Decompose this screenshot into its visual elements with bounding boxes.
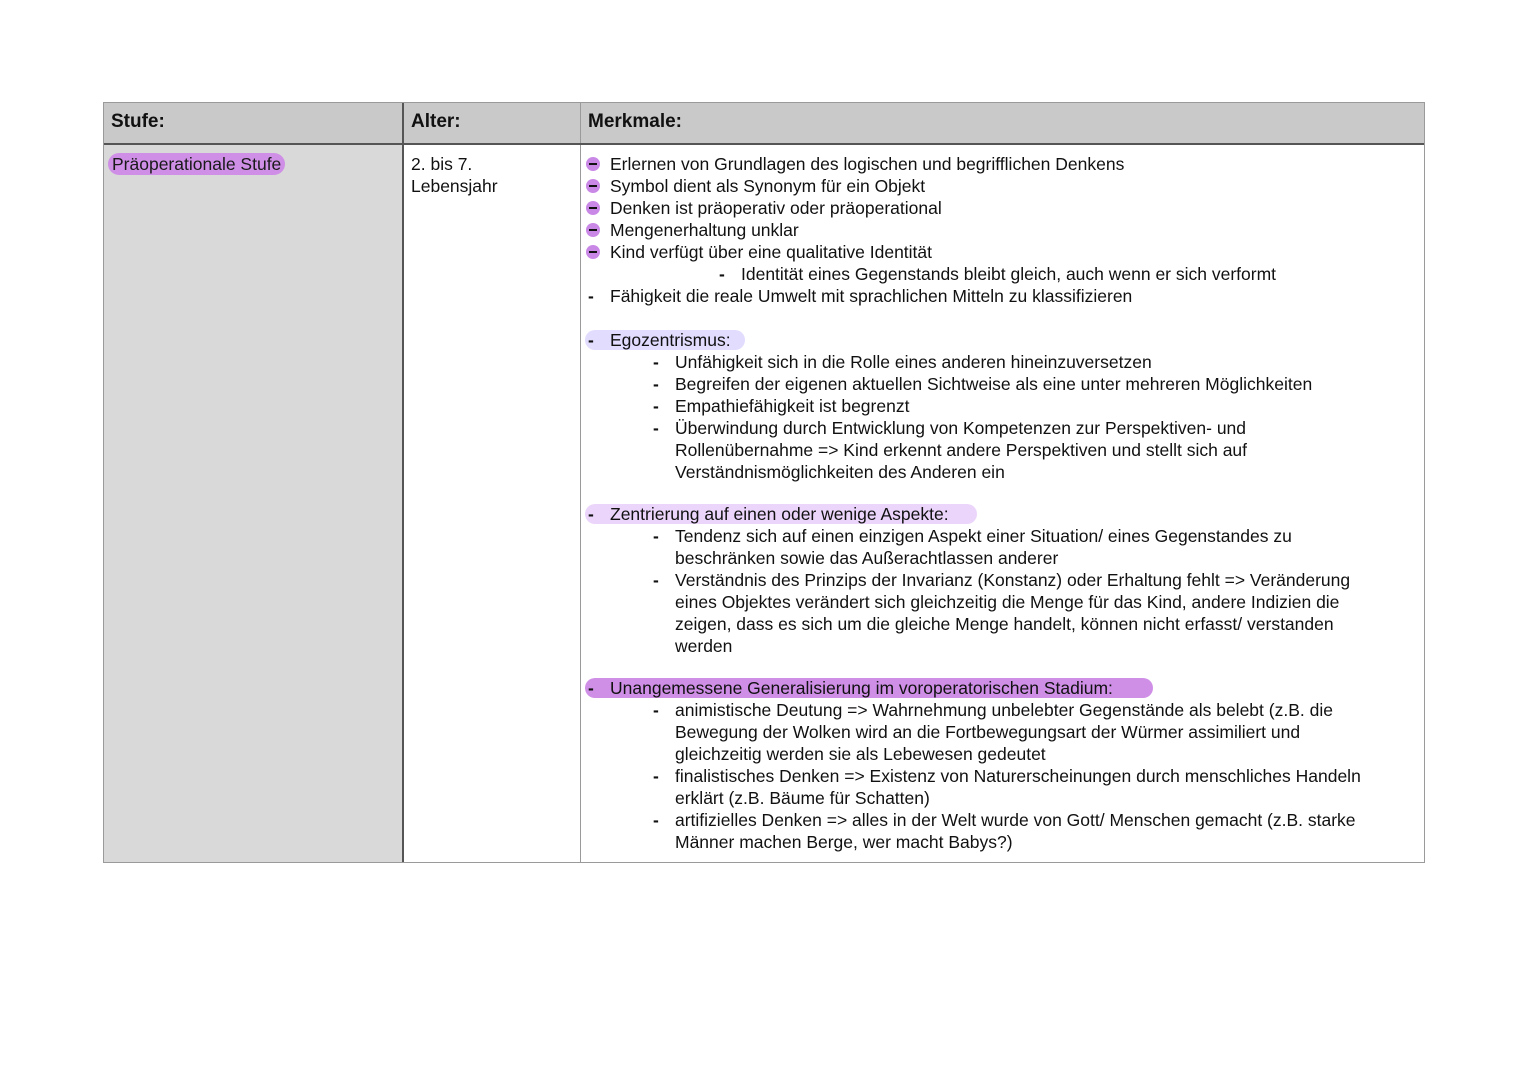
generalization-item-line: artifizielles Denken => alles in der Welt wurde von Gott/ Menschen gemacht (z.B. starke [675, 810, 1356, 830]
centration-item-line: beschränken sowie das Außerachtlassen anderer [675, 548, 1059, 568]
dash-icon: - [653, 418, 659, 438]
dash-icon: - [653, 526, 659, 546]
table-header-row [104, 103, 1424, 145]
generalization-item-line: erklärt (z.B. Bäume für Schatten) [675, 788, 930, 808]
feature-bullet: Denken ist präoperativ oder präoperational [610, 198, 942, 218]
egocentrism-item: Unfähigkeit sich in die Rolle eines anderen hineinzuversetzen [675, 352, 1152, 372]
bullet-marker-icon [586, 245, 600, 259]
bullet-marker-icon [586, 223, 600, 237]
generalization-item-line: animistische Deutung => Wahrnehmung unbelebter Gegenstände als belebt (z.B. die [675, 700, 1333, 720]
age-line-1: 2. bis 7. [411, 154, 473, 174]
dash-icon: - [653, 700, 659, 720]
dash-icon: - [588, 330, 594, 350]
generalization-item-line: Männer machen Berge, wer macht Babys?) [675, 832, 1013, 852]
stage-cell [104, 145, 402, 862]
centration-item-line: zeigen, dass es sich um die gleiche Menge handelt, können nicht erfasst/ verstanden [675, 614, 1334, 634]
dash-icon: - [653, 570, 659, 590]
dash-icon: - [588, 504, 594, 524]
stages-table [103, 102, 1425, 863]
dash-icon: - [719, 264, 725, 284]
dash-icon: - [588, 678, 594, 698]
feature-bullet: Kind verfügt über eine qualitative Identität [610, 242, 933, 262]
egocentrism-item-line: Rollenübernahme => Kind erkennt andere Perspektiven und stellt sich auf [675, 440, 1248, 460]
dash-icon: - [653, 352, 659, 372]
feature-bullet: Mengenerhaltung unklar [610, 220, 799, 240]
classify-item: Fähigkeit die reale Umwelt mit sprachlichen Mitteln zu klassifizieren [610, 286, 1133, 306]
age-range [411, 153, 571, 197]
centration-item-line: werden [675, 636, 733, 656]
egocentrism-item-line: Verständnismöglichkeiten des Anderen ein [675, 462, 1005, 482]
dash-icon: - [653, 766, 659, 786]
age-cell [402, 145, 580, 862]
bullet-marker-icon [586, 201, 600, 215]
dash-icon: - [653, 374, 659, 394]
egocentrism-item: Begreifen der eigenen aktuellen Sichtweise als eine unter mehreren Möglichkeiten [675, 374, 1313, 394]
generalization-title: Unangemessene Generalisierung im voroperatorischen Stadium: [610, 678, 1113, 698]
header-features: Merkmale: [580, 103, 1424, 143]
feature-bullet: Symbol dient als Synonym für ein Objekt [610, 176, 926, 196]
centration-item-line: Verständnis des Prinzips der Invarianz (Konstanz) oder Erhaltung fehlt => Veränderung [675, 570, 1351, 590]
bullet-marker-icon [586, 179, 600, 193]
generalization-item-line: Bewegung der Wolken wird an die Fortbewegungsart der Würmer assimiliert und [675, 722, 1301, 742]
generalization-item-line: gleichzeitig werden sie als Lebewesen gedeutet [675, 744, 1046, 764]
header-age: Alter: [402, 103, 580, 143]
centration-item-line: eines Objektes verändert sich gleichzeitig die Menge für das Kind, andere Indizien die [675, 592, 1340, 612]
centration-title: Zentrierung auf einen oder wenige Aspekte: [610, 504, 949, 524]
egocentrism-item: Empathiefähigkeit ist begrenzt [675, 396, 910, 416]
header-stage: Stufe: [111, 111, 165, 132]
egocentrism-item-line: Überwindung durch Entwicklung von Kompetenzen zur Perspektiven- und [675, 418, 1247, 438]
dash-icon: - [653, 396, 659, 416]
identity-subitem: Identität eines Gegenstands bleibt gleich, auch wenn er sich verformt [741, 264, 1277, 284]
features-cell [580, 145, 1424, 862]
stage-name: Präoperationale Stufe [108, 153, 285, 175]
age-line-2: Lebensjahr [411, 176, 498, 196]
dash-icon: - [588, 286, 594, 306]
dash-icon: - [653, 810, 659, 830]
table-row [104, 145, 1424, 862]
bullet-marker-icon [586, 157, 600, 171]
centration-item-line: Tendenz sich auf einen einzigen Aspekt einer Situation/ eines Gegenstandes zu [675, 526, 1292, 546]
feature-bullet: Erlernen von Grundlagen des logischen und begrifflichen Denkens [610, 154, 1125, 174]
egocentrism-title: Egozentrismus: [610, 330, 731, 350]
generalization-item-line: finalistisches Denken => Existenz von Naturerscheinungen durch menschliches Handeln [675, 766, 1361, 786]
